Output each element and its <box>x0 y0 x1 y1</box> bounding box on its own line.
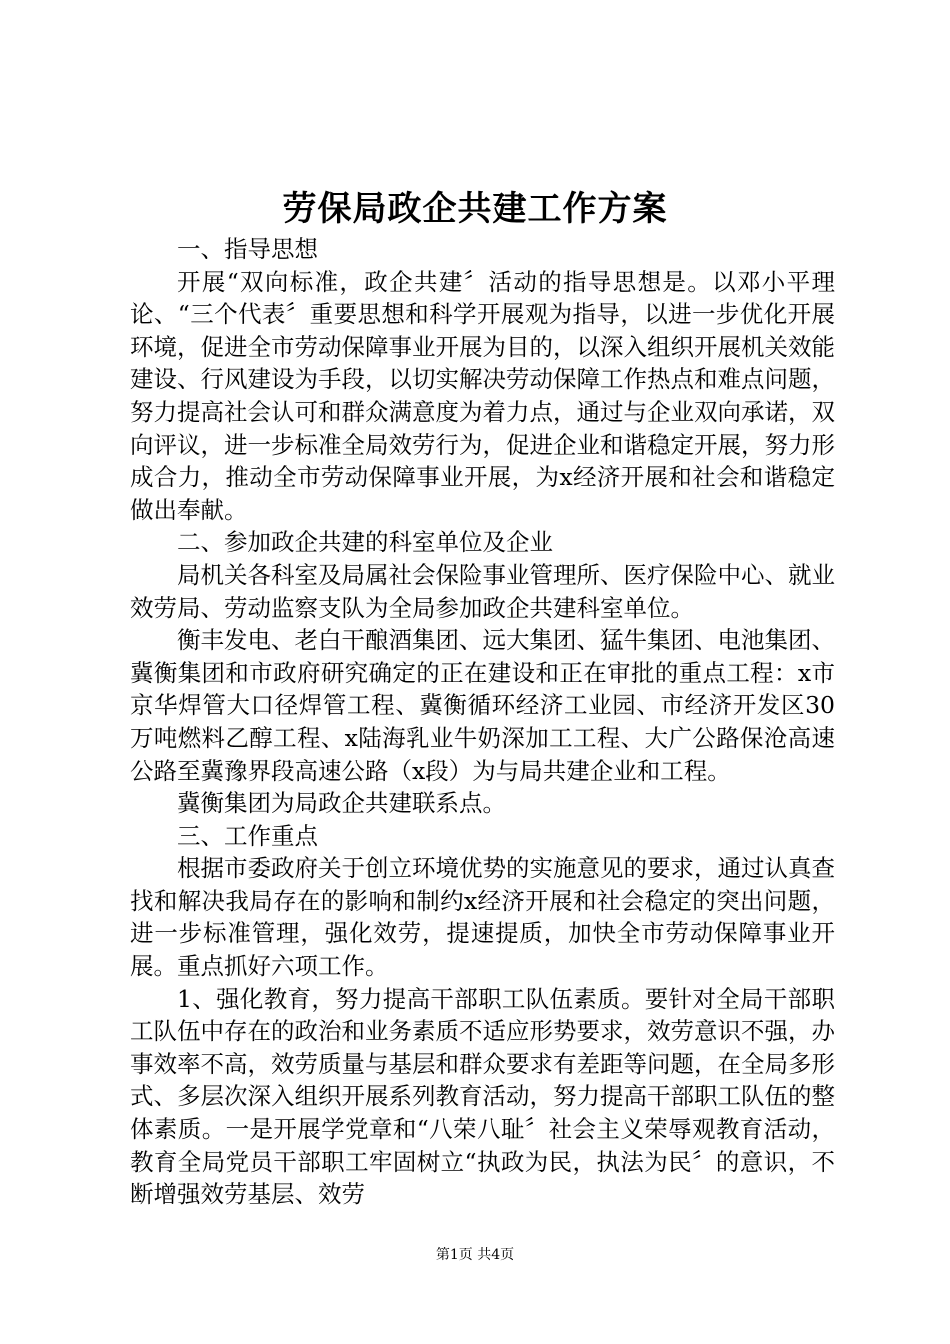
section-heading-work-focus: 三、工作重点 <box>177 821 318 850</box>
document-body <box>130 233 835 1209</box>
paragraph: 根据市委政府关于创立环境优势的实施意见的要求，通过认真查找和解决我局存在的影响和制约x经济开展和社会稳定的突出问题，进一步标准管理，强化效劳，提速提质，加快全市劳动保障事业开展。重点抓好六项工作。 <box>130 854 835 981</box>
paragraph: 衡丰发电、老白干酿酒集团、远大集团、猛牛集团、电池集团、冀衡集团和市政府研究确定的正在建设和正在审批的重点工程：x市京华焊管大口径焊管工程、冀衡循环经济工业园、市经济开发区30万吨燃料乙醇工程、x陆海乳业牛奶深加工工程、大广公路保沧高速公路至冀豫界段高速公路（x段）为与局共建企业和工程。 <box>130 626 835 785</box>
page-number-footer: 第1页 共4页 <box>435 1247 515 1263</box>
paragraph: 冀衡集团为局政企共建联系点。 <box>177 789 506 818</box>
section-heading-guiding-ideology: 一、指导思想 <box>177 235 318 263</box>
paragraph: 局机关各科室及局属社会保险事业管理所、医疗保险中心、就业效劳局、劳动监察支队为全局参加政企共建科室单位。 <box>130 560 835 622</box>
document-title: 劳保局政企共建工作方案 <box>282 189 668 229</box>
paragraph: 开展“双向标准，政企共建〞活动的指导思想是。以邓小平理论、“三个代表〞重要思想和科学开展观为指导，以进一步优化开展环境，促进全市劳动保障事业开展为目的，以深入组织开展机关效能建设、行风建设为手段，以切实解决劳动保障工作热点和难点问题，努力提高社会认可和群众满意度为着力点，通过与企业双向承诺，双向评议，进一步标准全局效劳行为，促进企业和谐稳定开展，努力形成合力，推动全市劳动保障事业开展，为x经济开展和社会和谐稳定做出奉献。 <box>130 267 835 524</box>
section-heading-participating-units: 二、参加政企共建的科室单位及企业 <box>177 528 553 557</box>
paragraph: 1、强化教育，努力提高干部职工队伍素质。要针对全局干部职工队伍中存在的政治和业务素质不适应形势要求，效劳意识不强，办事效率不高，效劳质量与基层和群众要求有差距等问题，在全局多形式、多层次深入组织开展系列教育活动，努力提高干部职工队伍的整体素质。一是开展学党章和“八荣八耻〞社会主义荣辱观教育活动，教育全局党员干部职工牢固树立“执政为民，执法为民〞的意识，不断增强效劳基层、效劳 <box>130 984 835 1209</box>
